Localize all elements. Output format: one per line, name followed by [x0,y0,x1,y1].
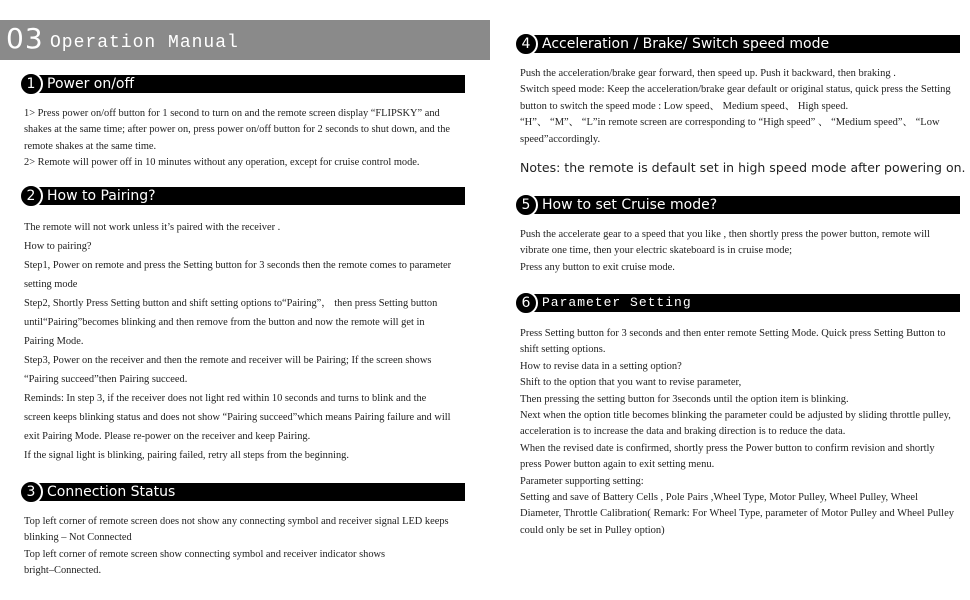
text-line: shakes at the same time; after power on, press power on/off button for 2 seconds to shut down, and the [24,124,451,136]
section-5-number: 5 [514,193,538,217]
section-4-header [514,33,960,55]
text-line: How to revise data in a setting option? [520,360,682,372]
page-header [0,20,490,60]
text-line: acceleration is to increase the data and braking direction is to reduce the data. [520,426,846,438]
text-line: When the revised date is confirmed, shortly press the Power button to confirm revision and shortly [520,442,935,454]
section-3-header [19,481,465,503]
section-1-number: 1 [19,72,43,96]
section-2-number: 2 [19,184,43,208]
section-2-header [19,185,465,207]
text-line: Setting and save of Battery Cells , Pole Pairs ,Wheel Type, Motor Pulley, Wheel Pulley, Wheel [520,492,918,504]
text-line: button to switch the speed mode : Low speed、 Medium speed、 High speed. [520,100,849,112]
section-1-title: Power on/off [47,76,135,92]
text-line: Shift to the option that you want to revise parameter, [520,377,742,389]
text-line: “Pairing succeed”then Pairing succeed. [24,374,188,385]
text-line: Push the accelerate gear to a speed that you like , then shortly press the power button, remote will [520,229,930,240]
text-line: speed”accordingly. [520,133,601,145]
page-number: 03 [6,22,44,55]
section-3-title: Connection Status [47,484,176,500]
text-line: Pairing Mode. [24,336,84,347]
section-4-note: Notes: the remote is default set in high speed mode after powering on. [520,160,966,175]
section-6-body [520,326,968,539]
text-line: shift setting options. [520,344,606,356]
text-line: screen keeps blinking status and does not show “Pairing succeed”which means Pairing failure and will [24,412,451,423]
text-line: Step3, Power on the receiver and then the remote and receiver will be Pairing; If the screen shows [24,355,432,366]
text-line: Step2, Shortly Press Setting button and shift setting options to“Pairing”， then press Setting button [24,298,438,309]
section-2-title: How to Pairing? [47,188,156,204]
section-2-body [24,218,474,465]
text-line: Parameter supporting setting: [520,475,644,487]
text-line: Press Setting button for 3 seconds and then enter remote Setting Mode. Quick press Setting Button to [520,328,946,339]
section-1-header [19,73,465,95]
section-6-header [514,292,960,314]
text-line: Push the acceleration/brake gear forward, then speed up. Push it backward, then braking . [520,68,896,79]
text-line: Switch speed mode: Keep the acceleration/brake gear default or original status, quick press the Setting [520,84,951,96]
text-line: 1> Press power on/off button for 1 second to turn on and the remote screen display “FLIPSKY” and [24,108,440,119]
page-title: Operation Manual [50,33,239,53]
text-line: Top left corner of remote screen does not show any connecting symbol and receiver signal LED keeps [24,516,449,527]
section-4-body [520,66,968,148]
text-line: setting mode [24,279,78,290]
text-line: press Power button again to exit setting menu. [520,459,715,471]
text-line: could only be set in Pulley option) [520,524,665,536]
section-5-body [520,227,968,276]
section-4-title: Acceleration / Brake/ Switch speed mode [542,36,830,52]
text-line: until“Pairing”becomes blinking and then remove from the button and now the remote will get in [24,317,425,328]
section-3-number: 3 [19,480,43,504]
text-line: bright–Connected. [24,565,102,577]
text-line: The remote will not work unless it’s paired with the receiver . [24,222,281,233]
text-line: Diameter, Throttle Calibration( Remark: For Wheel Type, parameter of Motor Pulley and Wheel Pulley [520,508,954,520]
text-line: remote shakes at the same time. [24,140,157,152]
section-6-title: Parameter Setting [542,295,692,310]
section-5-title: How to set Cruise mode? [542,197,718,213]
text-line: Then pressing the setting button for 3seconds until the option item is blinking. [520,393,849,405]
text-line: vibrate one time, then your electric skateboard is in cruise mode; [520,245,793,257]
text-line: Top left corner of remote screen show connecting symbol and receiver indicator shows [24,548,386,560]
text-line: Step1, Power on remote and press the Setting button for 3 seconds then the remote comes to parameter [24,260,452,271]
text-line: If the signal light is blinking, pairing failed, retry all steps from the beginning. [24,450,349,461]
text-line: blinking – Not Connected [24,532,132,544]
section-3-body [24,514,474,580]
section-5-header [514,194,960,216]
section-6-number: 6 [514,291,538,315]
text-line: Reminds: In step 3, if the receiver does not light red within 10 seconds and turns to blink and the [24,393,427,404]
section-4-number: 4 [514,32,538,56]
text-line: exit Pairing Mode. Please re-power on the receiver and keep Pairing. [24,431,311,442]
text-line: Next when the option title becomes blinking the parameter could be adjusted by sliding throttle pulley, [520,410,951,422]
text-line: “H”、 “M”、 “L”in remote screen are corresponding to “High speed” 、 “Medium speed”、 “Low [520,117,940,129]
section-1-body [24,106,474,172]
text-line: How to pairing? [24,241,92,252]
text-line: Press any button to exit cruise mode. [520,261,675,273]
text-line: 2> Remote will power off in 10 minutes without any operation, except for cruise control mode. [24,157,420,169]
